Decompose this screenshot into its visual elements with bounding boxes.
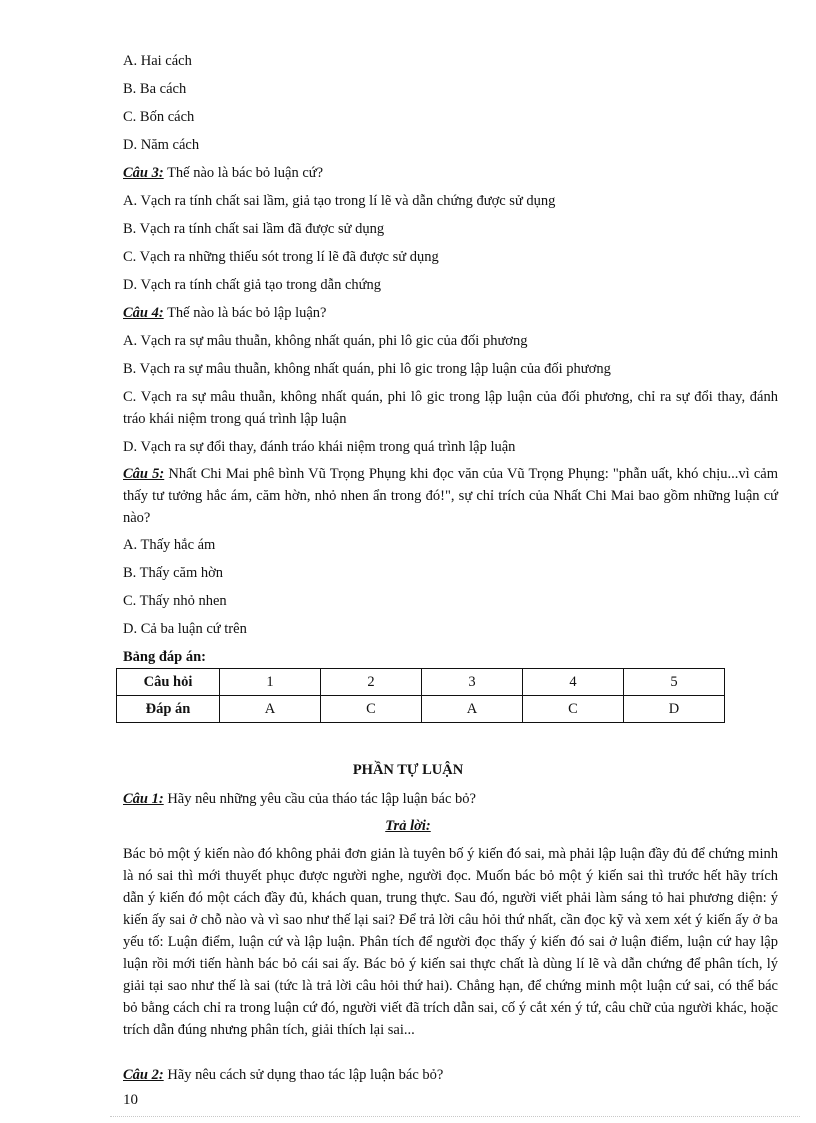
footer-divider	[110, 1116, 800, 1117]
q2-option-d: D. Năm cách	[123, 137, 200, 153]
essay-answer-paragraph: Bác bỏ một ý kiến nào đó không phải đơn giản là tuyên bố ý kiến đó sai, mà phải lập luận đầy đủ để chứng minh là nó sai thì mới thuyết phục được người nghe, người đọc. Muốn bác bỏ một ý kiến sai thì trước hết hãy trích dẫn ý kiến đó một cách đầy đủ, khách quan, trung thực. Sau đó, người viết phải làm sáng tỏ hai phương diện: ý kiến ấy sai ở chỗ nào và vì sao như thế lại sai? Để trả lời câu hỏi thứ nhất, cần đọc kỹ và xem xét ý kiến ấy ở ba yếu tố: Luận điểm, luận cứ và lập luận. Phân tích để người đọc thấy ý kiến đó sai ở luận điểm, luận cứ hay lập luận rồi mới tiến hành bác bỏ cái sai ấy. Bác bỏ ý kiến sai thực chất là dùng lí lẽ và dẫn chứng để phân tích, lý giải tại sao như thế là sai (tức là trả lời câu hỏi thứ hai). Chẳng hạn, để chứng minh một luận cứ sai, có thể bác bỏ bằng cách chỉ ra trong luận cứ đó, người viết đã trích dẫn sai, cố ý cắt xén ý tứ, câu chữ của người khác, hoặc trích dẫn đúng nhưng phân tích, giải thích lại sai...	[123, 846, 778, 1038]
answer-table-question: 1	[220, 669, 321, 696]
question-4-text: Thế nào là bác bỏ lập luận?	[163, 305, 327, 321]
essay-section-title: PHẦN TỰ LUẬN	[352, 762, 464, 778]
essay-question-2-label: Câu 2:	[123, 1067, 164, 1083]
answer-table-question: 5	[624, 669, 725, 696]
q2-option-a: A. Hai cách	[123, 53, 192, 69]
answer-table-header-answers: Đáp án	[117, 696, 220, 723]
answer-table	[116, 668, 725, 723]
question-4-label: Câu 4:	[123, 305, 164, 321]
answer-table-header-questions: Câu hỏi	[117, 669, 220, 696]
question-4	[123, 304, 327, 322]
q3-option-a: A. Vạch ra tính chất sai lầm, giả tạo trong lí lẽ và dẫn chứng được sử dụng	[123, 193, 556, 209]
q3-option-c: C. Vạch ra những thiếu sót trong lí lẽ đã được sử dụng	[123, 249, 439, 265]
question-5-label: Câu 5:	[123, 466, 165, 482]
q3-option-b: B. Vạch ra tính chất sai lầm đã được sử dụng	[123, 221, 385, 237]
q5-option-c: C. Thấy nhỏ nhen	[123, 593, 227, 609]
answer-table-answer: A	[220, 696, 321, 723]
page-number: 10	[123, 1092, 138, 1108]
question-3	[123, 164, 323, 182]
answer-table-question: 4	[523, 669, 624, 696]
answer-table-question: 2	[321, 669, 422, 696]
q3-option-d: D. Vạch ra tính chất giả tạo trong dẫn chứng	[123, 277, 382, 293]
essay-question-2	[123, 1066, 443, 1084]
answer-table-answer: A	[422, 696, 523, 723]
answer-table-row-questions	[117, 669, 725, 696]
q4-option-b: B. Vạch ra sự mâu thuẫn, không nhất quán, phi lô gic trong lập luận của đối phương	[123, 361, 611, 377]
answer-table-title: Bảng đáp án:	[123, 649, 207, 665]
q4-option-a: A. Vạch ra sự mâu thuẫn, không nhất quán, phi lô gic của đối phương	[123, 333, 528, 349]
answer-table-answer: C	[523, 696, 624, 723]
essay-answer-title: Trả lời:	[385, 818, 431, 834]
q5-option-b: B. Thấy căm hờn	[123, 565, 224, 581]
essay-question-1	[123, 790, 476, 808]
essay-question-1-label: Câu 1:	[123, 791, 164, 807]
q4-option-c: C. Vạch ra sự mâu thuẫn, không nhất quán, phi lô gic trong lập luận của đối phương, chỉ ra sự đổi thay, đánh tráo khái niệm trong quá trình lập luận	[123, 389, 778, 427]
question-5	[123, 463, 778, 529]
q2-option-b: B. Ba cách	[123, 81, 187, 97]
essay-question-2-text: Hãy nêu cách sử dụng thao tác lập luận bác bỏ?	[163, 1067, 444, 1083]
answer-table-row-answers	[117, 696, 725, 723]
answer-table-answer: C	[321, 696, 422, 723]
answer-table-question: 3	[422, 669, 523, 696]
question-3-label: Câu 3:	[123, 165, 164, 181]
question-5-text: Nhất Chi Mai phê bình Vũ Trọng Phụng khi đọc văn của Vũ Trọng Phụng: "phẫn uất, khó chịu...vì cảm thấy tư tưởng hắc ám, căm hờn, nhỏ nhen ẩn trong đó!", sự chỉ trích của Nhất Chi Mai bao gồm những luận cứ nào?	[123, 466, 778, 526]
q4-option-d: D. Vạch ra sự đổi thay, đánh tráo khái niệm trong quá trình lập luận	[123, 439, 516, 455]
answer-table-answer: D	[624, 696, 725, 723]
q2-option-c: C. Bốn cách	[123, 109, 195, 125]
essay-question-1-text: Hãy nêu những yêu cầu của tháo tác lập luận bác bỏ?	[163, 791, 476, 807]
q5-option-d: D. Cả ba luận cứ trên	[123, 621, 247, 637]
q5-option-a: A. Thấy hắc ám	[123, 537, 216, 553]
question-3-text: Thế nào là bác bỏ luận cứ?	[163, 165, 324, 181]
